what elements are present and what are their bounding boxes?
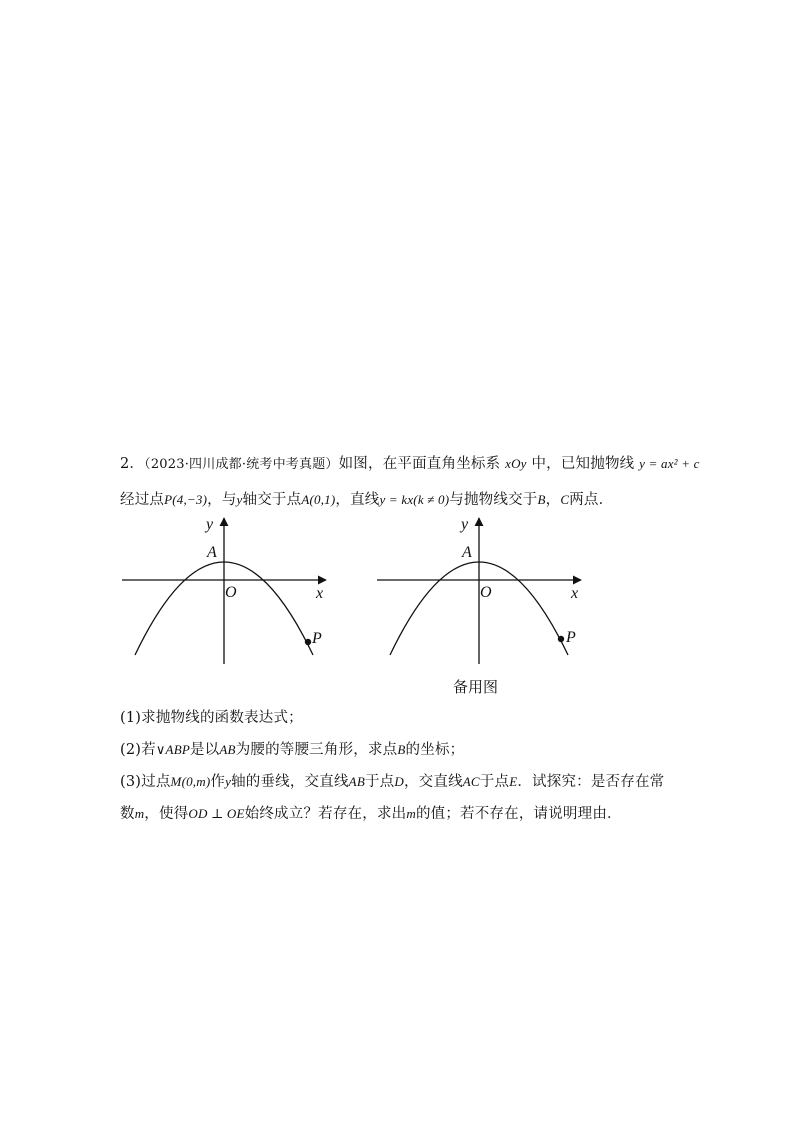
question-text: ．试探究：是否存在常 (517, 774, 665, 790)
question-text: 数 (120, 806, 135, 822)
question-2 (120, 738, 464, 759)
question-3 (120, 770, 664, 791)
parabola-formula: y = ax² + c (639, 456, 700, 471)
question-text: 的坐标； (405, 742, 465, 758)
question-text: 作 (210, 774, 226, 790)
problem-line-2 (120, 488, 613, 509)
point-a: A(0,1) (301, 492, 336, 507)
segment-ab: AB (348, 774, 365, 789)
problem-text: ，与 (207, 492, 237, 508)
coord-system-label: xOy (505, 456, 527, 471)
problem-line-1 (120, 452, 700, 473)
question-text: 轴的垂线，交直线 (231, 774, 349, 790)
x-axis-label: x (571, 585, 579, 602)
problem-text: 两点． (569, 492, 614, 508)
origin-label: O (225, 584, 237, 601)
triangle-abp: ∨ABP (155, 742, 190, 757)
question-text: (2)若 (120, 742, 156, 758)
point-c: C (560, 492, 570, 507)
problem-text: 经过点 (120, 492, 165, 508)
point-a-label: A (462, 544, 472, 561)
point-a-label: A (207, 544, 217, 561)
figure-caption: 备用图 (453, 678, 499, 696)
segment-ab: AB (219, 742, 236, 757)
question-text: 于点 (364, 774, 395, 790)
segment-ac: AC (462, 774, 480, 789)
problem-text: 轴交于点 (242, 492, 302, 508)
problem-text: ， (545, 492, 561, 508)
point-b: B (537, 492, 546, 507)
y-axis-label: y (461, 516, 469, 533)
figure-1 (120, 512, 340, 672)
problem-number: 2． (120, 456, 145, 472)
point-p-dot (305, 639, 311, 645)
question-text: 于点 (479, 774, 510, 790)
point-m: M(0,m) (170, 774, 211, 789)
question-3-continued (120, 802, 622, 823)
question-text: (3)过点 (120, 774, 171, 790)
point-b: B (397, 742, 406, 757)
question-text: ，使得 (144, 806, 189, 822)
problem-source: （2023·四川成都·统考中考真题） (144, 457, 339, 472)
problem-text: 中，已知抛物线 (531, 456, 635, 472)
problem-text: ，直线 (335, 492, 380, 508)
y-axis-label: y (206, 516, 214, 533)
question-text: ，交直线 (403, 774, 463, 790)
y-symbol: y (236, 492, 243, 507)
question-text: 是以 (189, 742, 220, 758)
constant-m: m (134, 806, 145, 821)
problem-text: 如图，在平面直角坐标系 (338, 456, 501, 472)
point-p-dot (558, 636, 564, 642)
question-text: (1)求抛物线的函数表达式； (120, 710, 303, 726)
point-d: D (394, 774, 404, 789)
point-p-label: P (566, 629, 576, 646)
point-p-label: P (312, 630, 322, 647)
question-text: 为腰的等腰三角形，求点 (235, 742, 398, 758)
x-axis-label: x (316, 585, 324, 602)
question-text: 的值；若不存在，请说明理由． (415, 806, 622, 822)
question-text: 始终成立？若存在，求出 (244, 806, 407, 822)
question-1 (120, 706, 303, 727)
point-e: E (509, 774, 518, 789)
problem-text: 与抛物线交于 (449, 492, 538, 508)
origin-label: O (480, 584, 492, 601)
constant-m: m (406, 806, 416, 821)
point-p: P(4,−3) (164, 492, 208, 507)
perpendicular-relation: OD ⊥ OE (188, 806, 245, 821)
figure-2 (375, 512, 595, 672)
line-equation: y = kx(k ≠ 0) (379, 492, 450, 507)
y-symbol: y (225, 774, 232, 789)
